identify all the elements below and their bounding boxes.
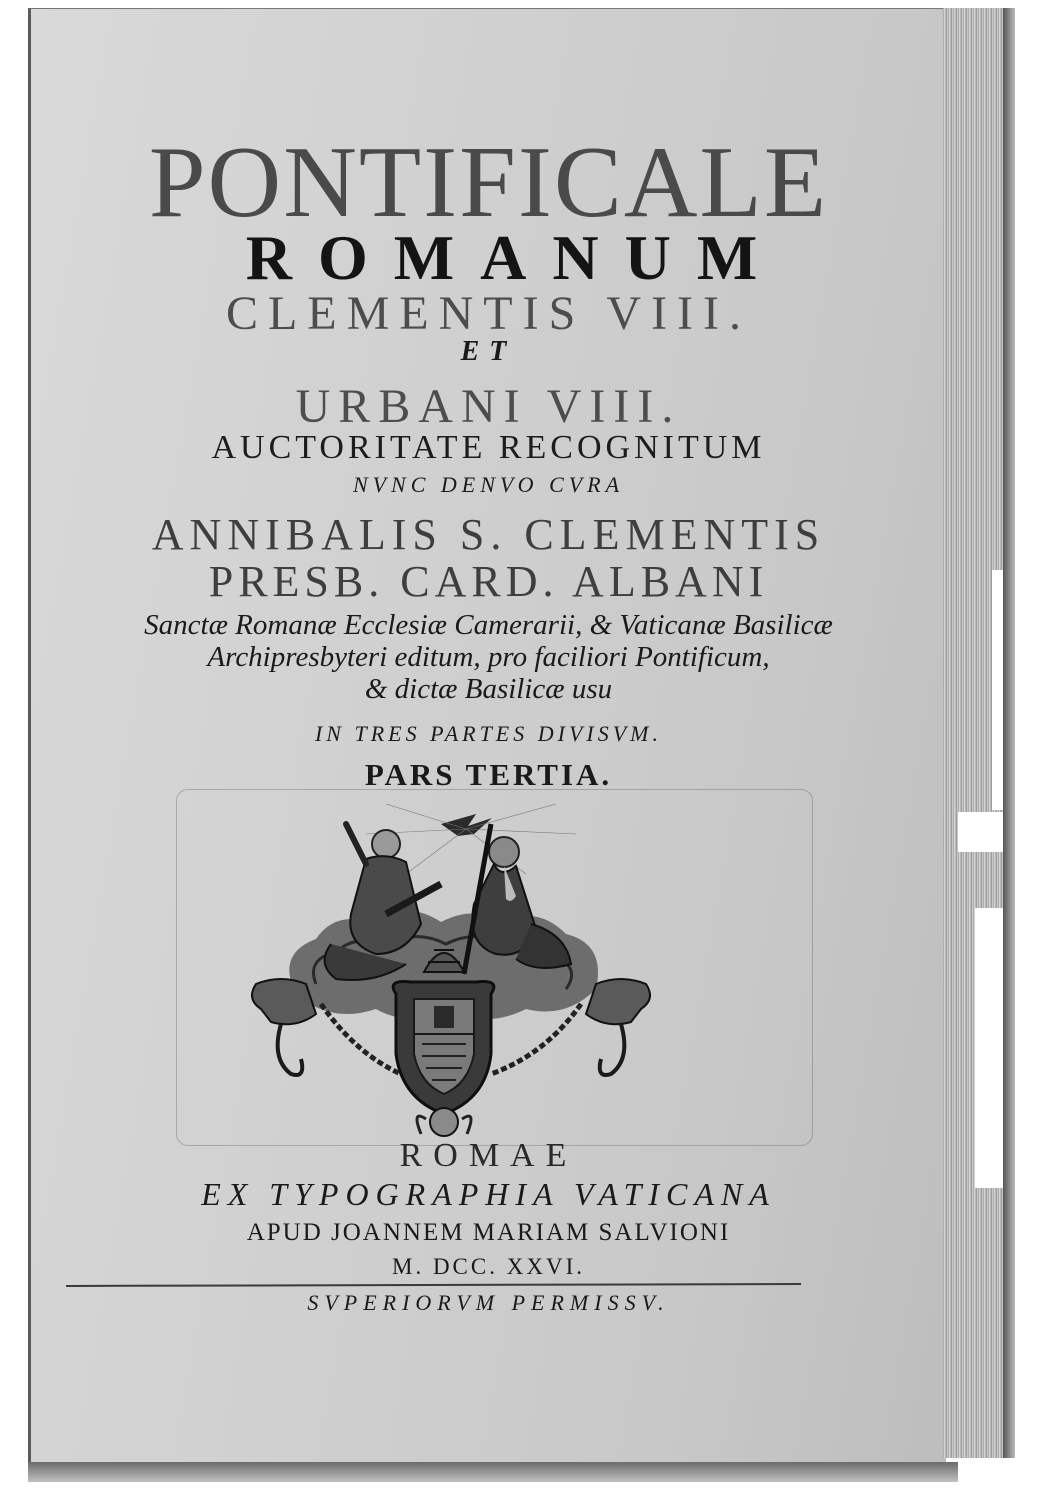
imprint-press: EX TYPOGRAPHIA VATICANA	[201, 1176, 776, 1212]
description-line-2: Archipresbyteri editum, pro faciliori Pontificum,	[207, 641, 770, 673]
coat-of-arms-icon	[393, 982, 494, 1115]
description-line-1: Sanctæ Romanæ Ecclesiæ Camerarii, & Vaticanæ Basilicæ	[144, 609, 833, 641]
page-bottom-shadow	[28, 1462, 958, 1482]
book-spine-shadow	[1003, 8, 1015, 1458]
edge-gap	[975, 908, 1003, 1188]
title-page	[28, 8, 946, 1464]
imprint-year: M. DCC. XXVI.	[392, 1254, 585, 1279]
imprint-city: ROMAE	[399, 1137, 578, 1174]
book-subtitle: ROMANUM	[245, 222, 784, 293]
conjunction-line: ET	[460, 336, 517, 367]
imprint-permission: SVPERIORVM PERMISSV.	[307, 1290, 670, 1315]
engraving-illustration	[236, 804, 666, 1149]
auctoritate-line: AUCTORITATE RECOGNITUM	[211, 429, 766, 466]
cherub-head-icon	[417, 1108, 471, 1136]
cardinal-title-line: PRESB. CARD. ALBANI	[208, 557, 769, 606]
part-line: PARS TERTIA.	[364, 757, 613, 792]
book-title: PONTIFICALE	[148, 126, 829, 239]
description-line-3: & dictæ Basilicæ usu	[364, 673, 613, 705]
nunc-line: NVNC DENVO CVRA	[352, 472, 625, 497]
edge-gap	[992, 570, 1003, 810]
imprint-printer: APUD JOANNEM MARIAM SALVIONI	[246, 1219, 731, 1246]
division-line: IN TRES PARTES DIVISVM.	[314, 721, 662, 746]
pope-clement-line: CLEMENTIS VIII.	[225, 287, 752, 340]
pope-urban-line: URBANI VIII.	[295, 380, 682, 433]
cardinal-name-line: ANNIBALIS S. CLEMENTIS	[151, 510, 826, 559]
horizontal-rule	[66, 1283, 801, 1287]
edge-gap	[958, 812, 1003, 852]
